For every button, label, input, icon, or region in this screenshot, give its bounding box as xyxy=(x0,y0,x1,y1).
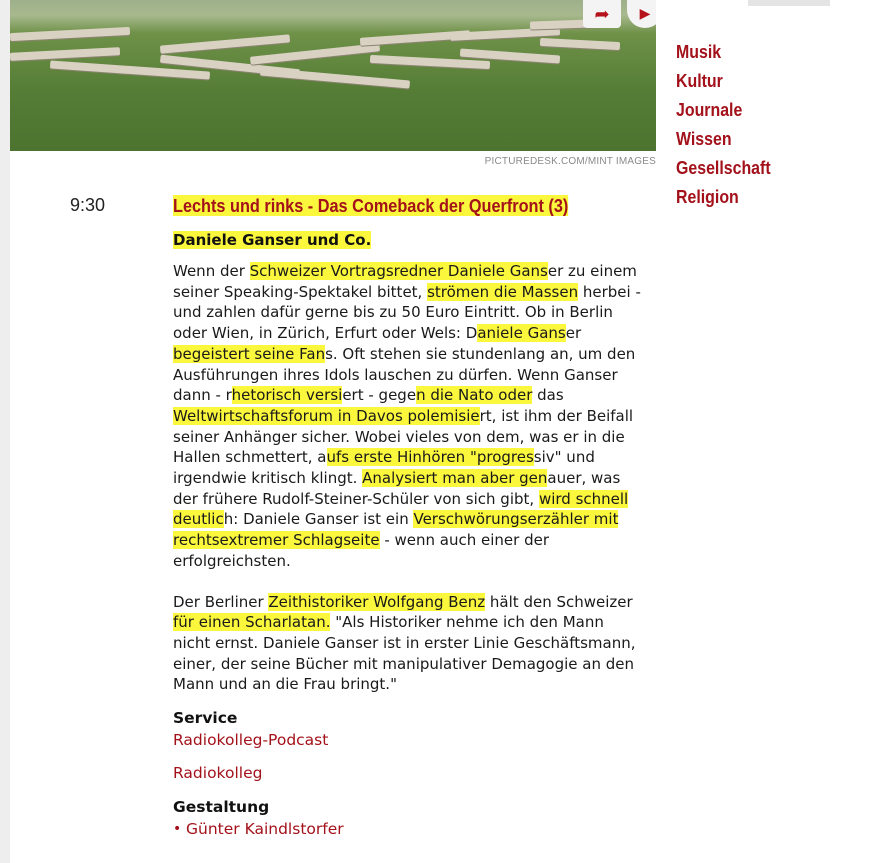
broadcast-subtitle-text: Daniele Ganser und Co. xyxy=(173,231,372,249)
fence-rail xyxy=(250,43,380,65)
highlighted-text: begeistert seine Fan xyxy=(173,344,326,363)
description-paragraph-1 xyxy=(173,261,643,572)
highlighted-text: für einen Scharlatan. xyxy=(173,613,331,632)
broadcast-subtitle xyxy=(173,230,643,250)
radiokolleg-link[interactable]: Radiokolleg xyxy=(173,764,263,783)
left-gutter xyxy=(0,0,10,863)
share-arrow-icon: ➦ xyxy=(594,3,610,25)
highlighted-text: Verschwörungserzähler mit rechtsextremer Schlagseite xyxy=(173,510,619,550)
text-segment: herbei - und zahlen dafür gerne bis zu 50 Euro Eintritt. Ob in Berlin oder Wien, in Zürich, Erfurt oder Wels: D xyxy=(173,282,641,343)
text-segment: auer, was der frühere Rudolf-Steiner-Schüler von sich gibt, xyxy=(173,469,621,508)
highlighted-text: Schweizer Vortragsredner Daniele Gans xyxy=(249,262,548,280)
fence-rail xyxy=(10,27,130,41)
nav-item-kultur[interactable]: Kultur xyxy=(676,70,723,91)
description-paragraph-2 xyxy=(173,592,643,696)
highlighted-text: Analysiert man aber gen xyxy=(362,469,548,488)
highlighted-text: wird schnell deutlic xyxy=(173,489,629,529)
highlighted-text: strömen die Massen xyxy=(427,282,579,301)
highlighted-text: Weltwirtschaftsforum in Davos polemisie xyxy=(173,406,480,425)
text-segment: das xyxy=(532,386,564,405)
nav-item-religion[interactable]: Religion xyxy=(676,186,739,207)
author-item xyxy=(173,818,643,840)
fence-rail xyxy=(540,38,620,50)
bullet-icon: • xyxy=(173,821,182,838)
share-button[interactable] xyxy=(583,0,621,28)
hero-image xyxy=(10,0,656,151)
play-button[interactable] xyxy=(627,0,656,28)
text-segment: ert - gege xyxy=(342,386,417,405)
highlighted-text: aniele Gans xyxy=(477,324,566,343)
nav-item-journale[interactable]: Journale xyxy=(676,99,743,120)
image-credit: PICTUREDESK.COM/MINT IMAGES xyxy=(484,156,656,167)
podcast-link[interactable]: Radiokolleg-Podcast xyxy=(173,731,329,750)
text-segment: hält den Schweizer xyxy=(485,592,633,611)
broadcast-title-text: Lechts und rinks - Das Comeback der Querfront (3) xyxy=(173,195,569,216)
service-heading: Service xyxy=(173,709,238,728)
text-segment: rt, ist ihm der Beifall seiner Anhänger sicher. Wobei vieles von dem, was er in die Hallen schmettert, a xyxy=(173,406,634,467)
highlighted-text: hetorisch versi xyxy=(231,386,343,405)
text-segment: - wenn auch einer der erfolgreichsten. xyxy=(173,531,549,570)
text-segment: h: Daniele Ganser ist ein xyxy=(223,510,414,529)
nav-item-musik[interactable]: Musik xyxy=(676,41,722,62)
fence-rail xyxy=(10,47,120,61)
play-icon: ▶ xyxy=(639,6,651,22)
author-link[interactable]: Günter Kaindlstorfer xyxy=(186,820,344,839)
broadcast-title[interactable] xyxy=(173,192,587,220)
sidebar-nav xyxy=(676,37,786,211)
highlighted-text: ufs erste Hinhören "progres xyxy=(326,448,534,467)
text-segment: s. Oft stehen sie stundenlang an, um den Ausführungen ihres Idols lauschen zu dürfen. Wenn Ganser dann - r xyxy=(173,344,636,405)
text-segment: "Als Historiker nehme ich den Mann nicht ernst. Daniele Ganser ist in erster Linie Geschäftsmann, einer, der seine Bücher mit manipulativer Demagogie an den Mann und an die Frau bringt." xyxy=(173,613,636,694)
nav-item-wissen[interactable]: Wissen xyxy=(676,128,732,149)
text-segment: er zu einem seiner Speaking-Spektakel bittet, xyxy=(173,262,637,301)
gestaltung-heading: Gestaltung xyxy=(173,798,270,817)
fence-rail xyxy=(260,67,410,88)
sidebar-top-tab[interactable] xyxy=(748,0,830,6)
text-segment: siv" und irgendwie kritisch klingt. xyxy=(173,448,595,488)
text-segment: Wenn der xyxy=(173,262,250,280)
highlighted-text: n die Nato oder xyxy=(416,386,533,405)
text-segment: Der Berliner xyxy=(173,592,269,611)
nav-item-gesellschaft[interactable]: Gesellschaft xyxy=(676,157,771,178)
broadcast-time: 9:30 xyxy=(70,195,106,215)
fence-rail xyxy=(160,34,290,53)
text-segment: er xyxy=(565,324,582,343)
broadcast-details xyxy=(173,192,643,840)
highlighted-text: Zeithistoriker Wolfgang Benz xyxy=(268,592,486,611)
